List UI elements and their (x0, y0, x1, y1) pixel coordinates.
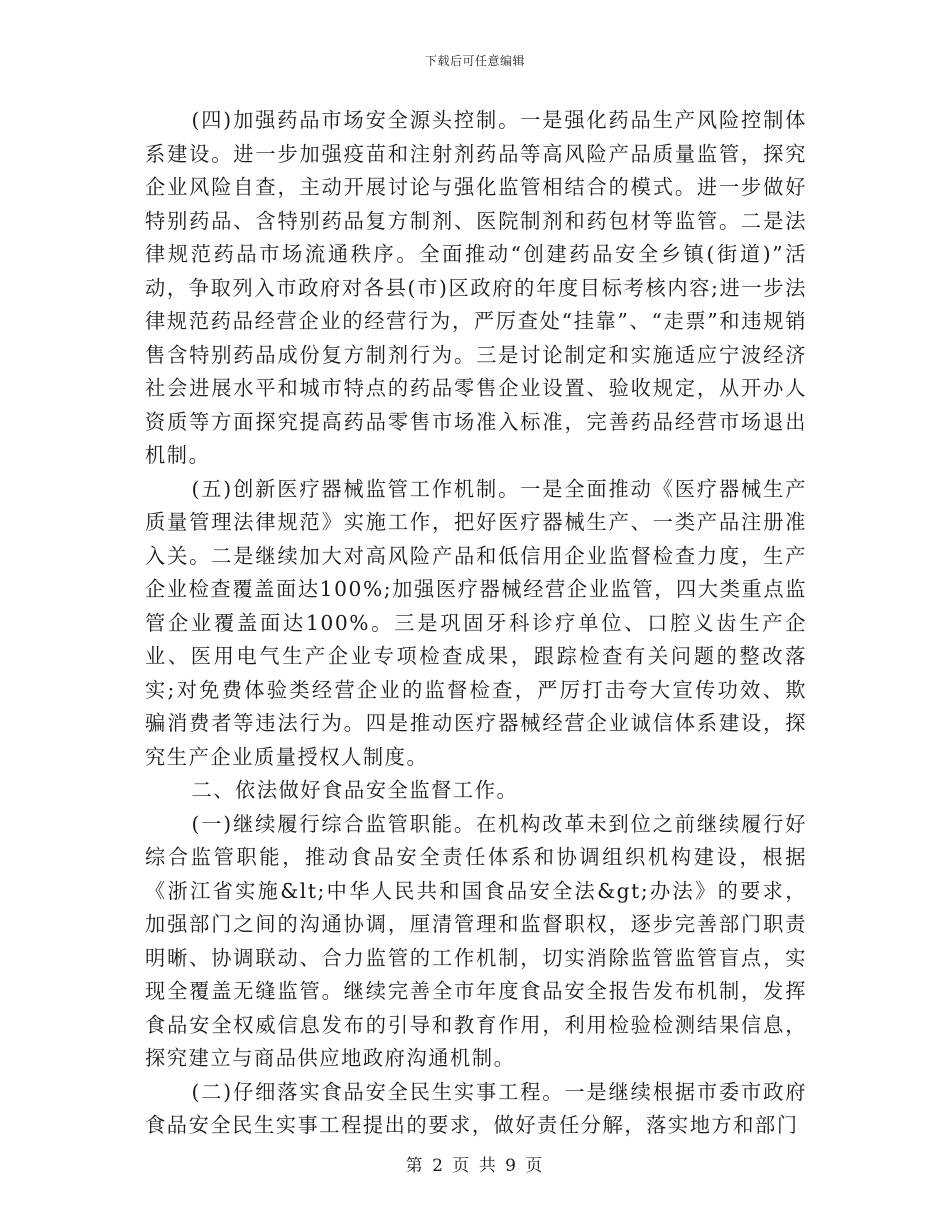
page-footer (0, 1155, 950, 1177)
page-label-of: 页 共 (452, 1156, 498, 1176)
paragraph-drug-market-control: (四)加强药品市场安全源头控制。一是强化药品生产风险控制体系建设。进一步加强疫苗和注射剂药品等高风险产品质量监管，探究企业风险自查，主动开展讨论与强化监管相结合的模式。进一步做好特别药品、含特别药品复方制剂、医院制剂和药包材等监管。二是法律规范药品市场流通秩序。全面推动“创建药品安全乡镇(街道)”活动，争取列入市政府对各县(市)区政府的年度目标考核内容;进一步法律规范药品经营企业的经营行为，严厉查处“挂靠”、“走票”和违规销售含特别药品成份复方制剂行为。三是讨论制定和实施适应宁波经济社会进展水平和城市特点的药品零售企业设置、验收规定，从开办人资质等方面探究提高药品零售市场准入标准，完善药品经营市场退出机制。 (145, 108, 807, 467)
section-heading-food-safety: 二、依法做好食品安全监督工作。 (191, 778, 519, 802)
current-page-number: 2 (432, 1156, 445, 1176)
page-label-prefix: 第 (405, 1156, 425, 1176)
paragraph-livelihood-projects: (二)仔细落实食品安全民生实事工程。一是继续根据市委市政府食品安全民生实事工程提出的要求，做好责任分解，落实地方和部门 (145, 1079, 807, 1137)
page-header: 下载后可任意编辑 (424, 54, 525, 68)
document-body (145, 104, 807, 1143)
paragraph-medical-device-supervision: (五)创新医疗器械监管工作机制。一是全面推动《医疗器械生产质量管理法律规范》实施工作，把好医疗器械生产、一类产品注册准入关。二是继续加大对高风险产品和低信用企业监督检查力度，生产企业检查覆盖面达100%;加强医疗器械经营企业监管，四大类重点监管企业覆盖面达100%。三是巩固牙科诊疗单位、口腔义齿生产企业、医用电气生产企业专项检查成果，跟踪检查有关问题的整改落实;对免费体验类经营企业的监督检查，严厉打击夸大宣传功效、欺骗消费者等违法行为。四是推动医疗器械经营企业诚信体系建设，探究生产企业质量授权人制度。 (145, 476, 807, 769)
paragraph-comprehensive-supervision: (一)继续履行综合监管职能。在机构改革未到位之前继续履行好综合监管职能，推动食品安全责任体系和协调组织机构建设，根据《浙江省实施&lt;中华人民共和国食品安全法&gt;办法》的要求，加强部门之间的沟通协调，厘清管理和监督职权，逐步完善部门职责明晰、协调联动、合力监管的工作机制，切实消除监管监管盲点，实现全覆盖无缝监管。继续完善全市年度食品安全报告发布机制，发挥食品安全权威信息发布的引导和教育作用，利用检验检测结果信息，探究建立与商品供应地政府沟通机制。 (145, 811, 807, 1070)
total-pages-number: 9 (505, 1156, 518, 1176)
page-label-suffix: 页 (525, 1156, 545, 1176)
